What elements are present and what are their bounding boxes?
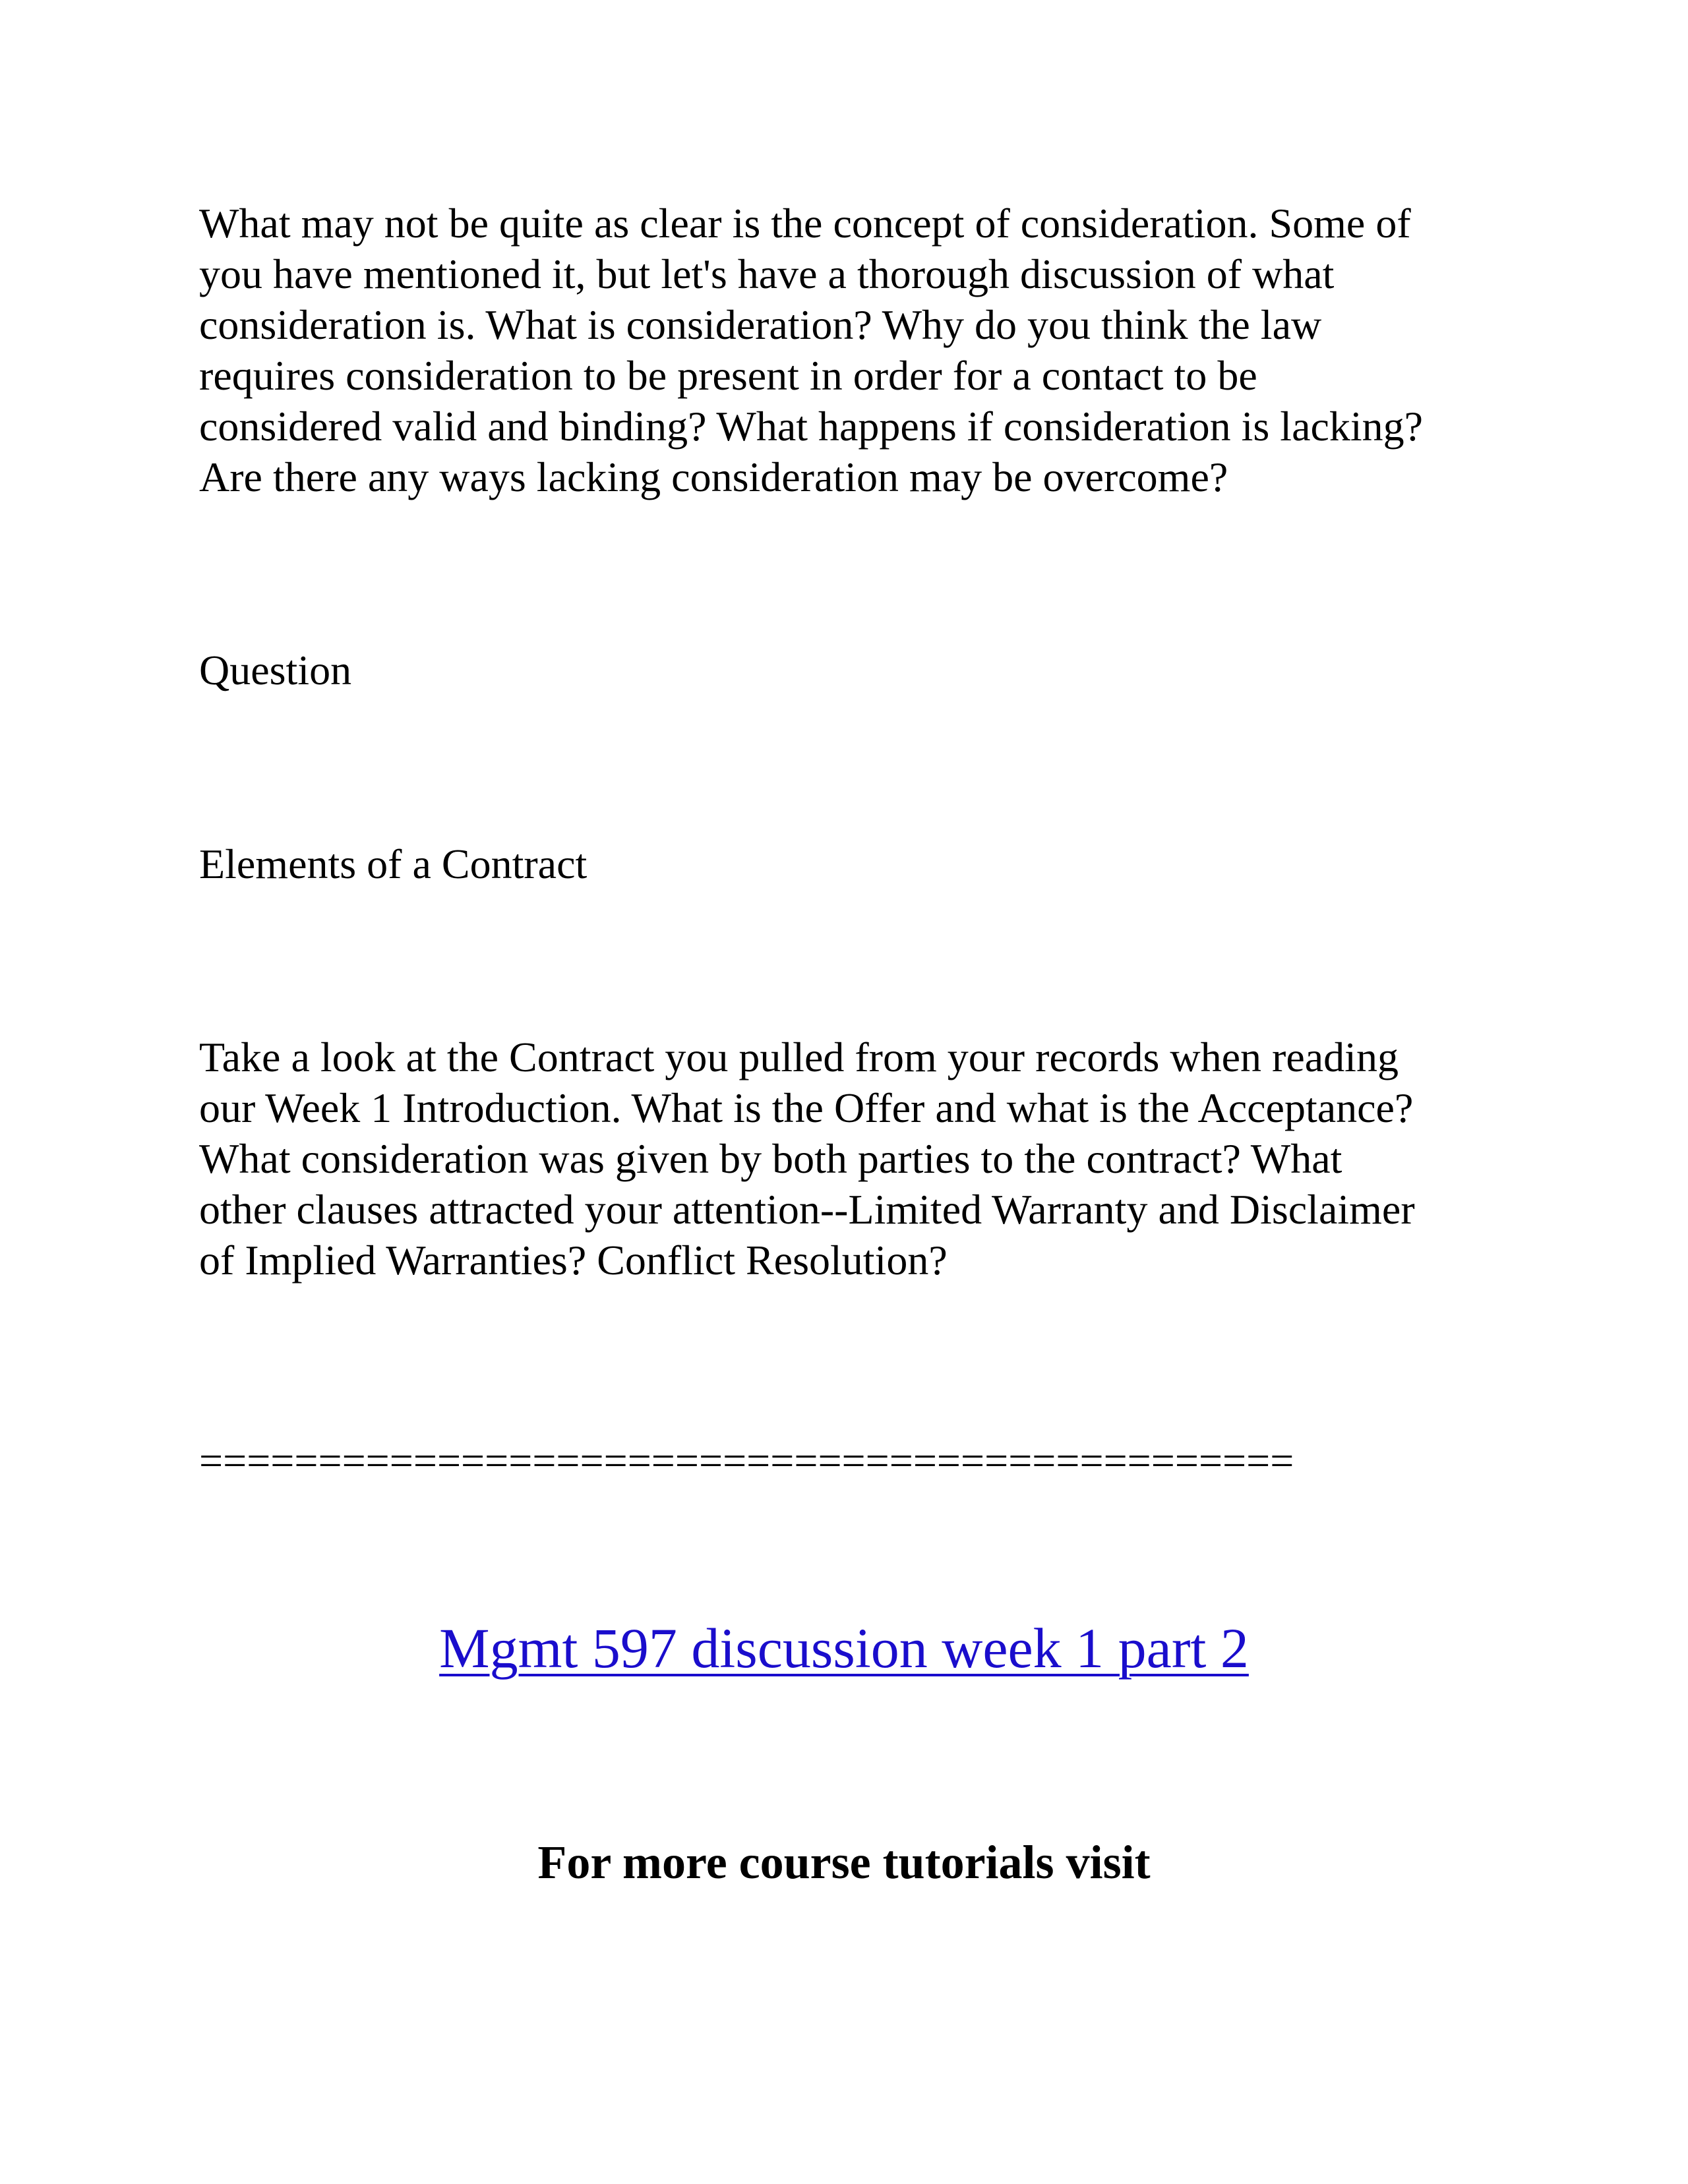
footer-container — [0, 1833, 1688, 1892]
paragraph-line: of Implied Warranties? Conflict Resolution? — [199, 1237, 948, 1284]
course-link[interactable]: Mgmt 597 discussion week 1 part 2 — [439, 1616, 1249, 1680]
paragraph-line: Are there any ways lacking consideration may be overcome? — [199, 454, 1228, 500]
paragraph-line: consideration is. What is consideration? Why do you think the law — [199, 301, 1322, 348]
footer-heading: For more course tutorials visit — [537, 1836, 1151, 1889]
paragraph-line: requires consideration to be present in order for a contact to be — [199, 352, 1257, 399]
consideration-paragraph — [199, 198, 1531, 502]
paragraph-line: What may not be quite as clear is the concept of consideration. Some of — [199, 200, 1411, 247]
paragraph-line: What consideration was given by both parties to the contract? What — [199, 1135, 1342, 1182]
paragraph-line: our Week 1 Introduction. What is the Offer and what is the Acceptance? — [199, 1084, 1414, 1131]
separator-text: ============================================== — [199, 1437, 1294, 1484]
paragraph-line: considered valid and binding? What happens if consideration is lacking? — [199, 403, 1424, 450]
separator-line — [199, 1435, 1531, 1486]
elements-heading-text: Elements of a Contract — [199, 841, 588, 887]
paragraph-line: you have mentioned it, but let's have a thorough discussion of what — [199, 251, 1335, 297]
contract-paragraph — [199, 1032, 1531, 1285]
elements-heading — [199, 839, 1531, 889]
paragraph-line: Take a look at the Contract you pulled from your records when reading — [199, 1034, 1399, 1080]
question-label-text: Question — [199, 647, 352, 694]
question-label — [199, 645, 1531, 695]
paragraph-line: other clauses attracted your attention--Limited Warranty and Disclaimer — [199, 1186, 1415, 1233]
link-container — [0, 1615, 1688, 1681]
